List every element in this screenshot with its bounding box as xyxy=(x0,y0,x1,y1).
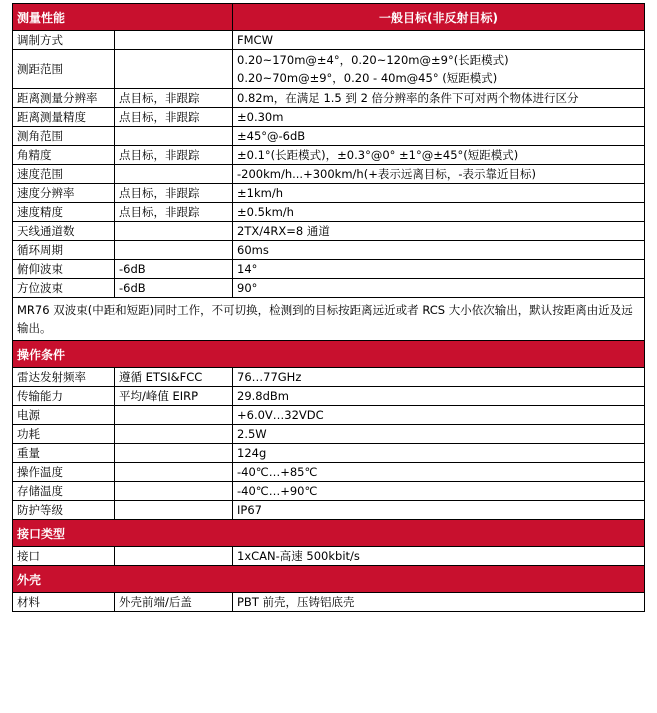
table-row xyxy=(13,184,645,203)
value-cell: -40℃…+85℃ xyxy=(233,463,645,482)
section-header-housing xyxy=(13,566,645,593)
value-cell: +6.0V…32VDC xyxy=(233,406,645,425)
condition-cell: 点目标，非跟踪 xyxy=(115,89,233,108)
value-cell: ±0.30m xyxy=(233,108,645,127)
condition-cell xyxy=(115,406,233,425)
operation-rows xyxy=(13,368,645,520)
value-cell: 76…77GHz xyxy=(233,368,645,387)
param-cell: 接口 xyxy=(13,547,115,566)
condition-cell: 平均/峰值 EIRP xyxy=(115,387,233,406)
param-cell: 雷达发射频率 xyxy=(13,368,115,387)
param-cell: 距离测量分辨率 xyxy=(13,89,115,108)
performance-rows xyxy=(13,31,645,298)
section-title: 测量性能 xyxy=(13,4,233,31)
param-cell: 存储温度 xyxy=(13,482,115,501)
param-cell: 操作温度 xyxy=(13,463,115,482)
value-cell: 90° xyxy=(233,279,645,298)
condition-cell xyxy=(115,241,233,260)
value-cell: 1xCAN-高速 500kbit/s xyxy=(233,547,645,566)
value-line: 0.20~70m@±9°，0.20 - 40m@45° (短距模式) xyxy=(237,71,498,85)
param-cell: 循环周期 xyxy=(13,241,115,260)
table-row xyxy=(13,146,645,165)
condition-cell: 点目标，非跟踪 xyxy=(115,146,233,165)
param-cell: 速度分辨率 xyxy=(13,184,115,203)
param-cell: 俯仰波束 xyxy=(13,260,115,279)
condition-cell xyxy=(115,31,233,50)
table-row xyxy=(13,203,645,222)
housing-rows xyxy=(13,593,645,612)
interface-rows xyxy=(13,547,645,566)
section-header-operation xyxy=(13,341,645,368)
condition-cell xyxy=(115,425,233,444)
param-cell: 测角范围 xyxy=(13,127,115,146)
value-cell: 60ms xyxy=(233,241,645,260)
table-row xyxy=(13,108,645,127)
table-row xyxy=(13,165,645,184)
value-cell: IP67 xyxy=(233,501,645,520)
value-cell: ±45°@-6dB xyxy=(233,127,645,146)
condition-cell: 点目标，非跟踪 xyxy=(115,184,233,203)
param-cell: 电源 xyxy=(13,406,115,425)
table-row xyxy=(13,260,645,279)
param-cell: 防护等级 xyxy=(13,501,115,520)
value-cell: ±0.5km/h xyxy=(233,203,645,222)
param-cell: 调制方式 xyxy=(13,31,115,50)
condition-cell xyxy=(115,222,233,241)
condition-cell xyxy=(115,444,233,463)
table-row xyxy=(13,425,645,444)
table-row xyxy=(13,222,645,241)
table-row xyxy=(13,241,645,260)
condition-cell xyxy=(115,547,233,566)
param-cell: 方位波束 xyxy=(13,279,115,298)
section-title: 操作条件 xyxy=(13,341,645,368)
table-row xyxy=(13,387,645,406)
param-cell: 传输能力 xyxy=(13,387,115,406)
value-cell xyxy=(233,50,645,89)
value-cell: ±1km/h xyxy=(233,184,645,203)
value-cell: -40℃…+90℃ xyxy=(233,482,645,501)
condition-cell xyxy=(115,501,233,520)
value-cell: ±0.1°(长距模式)，±0.3°@0° ±1°@±45°(短距模式) xyxy=(233,146,645,165)
section-title: 外壳 xyxy=(13,566,645,593)
table-row xyxy=(13,406,645,425)
condition-cell: 遵循 ETSI&FCC xyxy=(115,368,233,387)
param-cell: 功耗 xyxy=(13,425,115,444)
param-cell: 距离测量精度 xyxy=(13,108,115,127)
value-cell: 124g xyxy=(233,444,645,463)
note-row xyxy=(13,298,645,341)
table-row xyxy=(13,89,645,108)
param-cell: 重量 xyxy=(13,444,115,463)
table-row xyxy=(13,501,645,520)
value-cell: 14° xyxy=(233,260,645,279)
condition-cell xyxy=(115,127,233,146)
condition-cell xyxy=(115,50,233,89)
condition-cell: 外壳前端/后盖 xyxy=(115,593,233,612)
condition-cell xyxy=(115,165,233,184)
section-header-interface xyxy=(13,520,645,547)
value-cell: 29.8dBm xyxy=(233,387,645,406)
value-column-header: 一般目标(非反射目标) xyxy=(233,4,645,31)
value-cell: 2.5W xyxy=(233,425,645,444)
note-text: MR76 双波束(中距和短距)同时工作，不可切换，检测到的目标按距离远近或者 RCS 大小依次输出，默认按距离由近及远输出。 xyxy=(13,298,645,341)
value-cell: 2TX/4RX=8 通道 xyxy=(233,222,645,241)
condition-cell: 点目标，非跟踪 xyxy=(115,108,233,127)
section-title: 接口类型 xyxy=(13,520,645,547)
table-row xyxy=(13,593,645,612)
param-cell: 材料 xyxy=(13,593,115,612)
param-cell: 天线通道数 xyxy=(13,222,115,241)
param-cell: 测距范围 xyxy=(13,50,115,89)
table-row xyxy=(13,463,645,482)
table-row xyxy=(13,482,645,501)
table-row xyxy=(13,279,645,298)
param-cell: 角精度 xyxy=(13,146,115,165)
param-cell: 速度精度 xyxy=(13,203,115,222)
value-cell: FMCW xyxy=(233,31,645,50)
table-row xyxy=(13,50,645,89)
condition-cell: 点目标，非跟踪 xyxy=(115,203,233,222)
condition-cell: -6dB xyxy=(115,279,233,298)
condition-cell xyxy=(115,482,233,501)
condition-cell: -6dB xyxy=(115,260,233,279)
condition-cell xyxy=(115,463,233,482)
table-row xyxy=(13,368,645,387)
value-cell: -200km/h...+300km/h(+表示远离目标，-表示靠近目标) xyxy=(233,165,645,184)
value-cell: 0.82m，在满足 1.5 到 2 倍分辨率的条件下可对两个物体进行区分 xyxy=(233,89,645,108)
section-header-performance xyxy=(13,4,645,31)
spec-table xyxy=(12,3,645,612)
value-line: 0.20~170m@±4°，0.20~120m@±9°(长距模式) xyxy=(237,53,509,67)
value-cell: PBT 前壳，压铸铝底壳 xyxy=(233,593,645,612)
table-row xyxy=(13,547,645,566)
table-row xyxy=(13,127,645,146)
table-row xyxy=(13,31,645,50)
param-cell: 速度范围 xyxy=(13,165,115,184)
table-row xyxy=(13,444,645,463)
